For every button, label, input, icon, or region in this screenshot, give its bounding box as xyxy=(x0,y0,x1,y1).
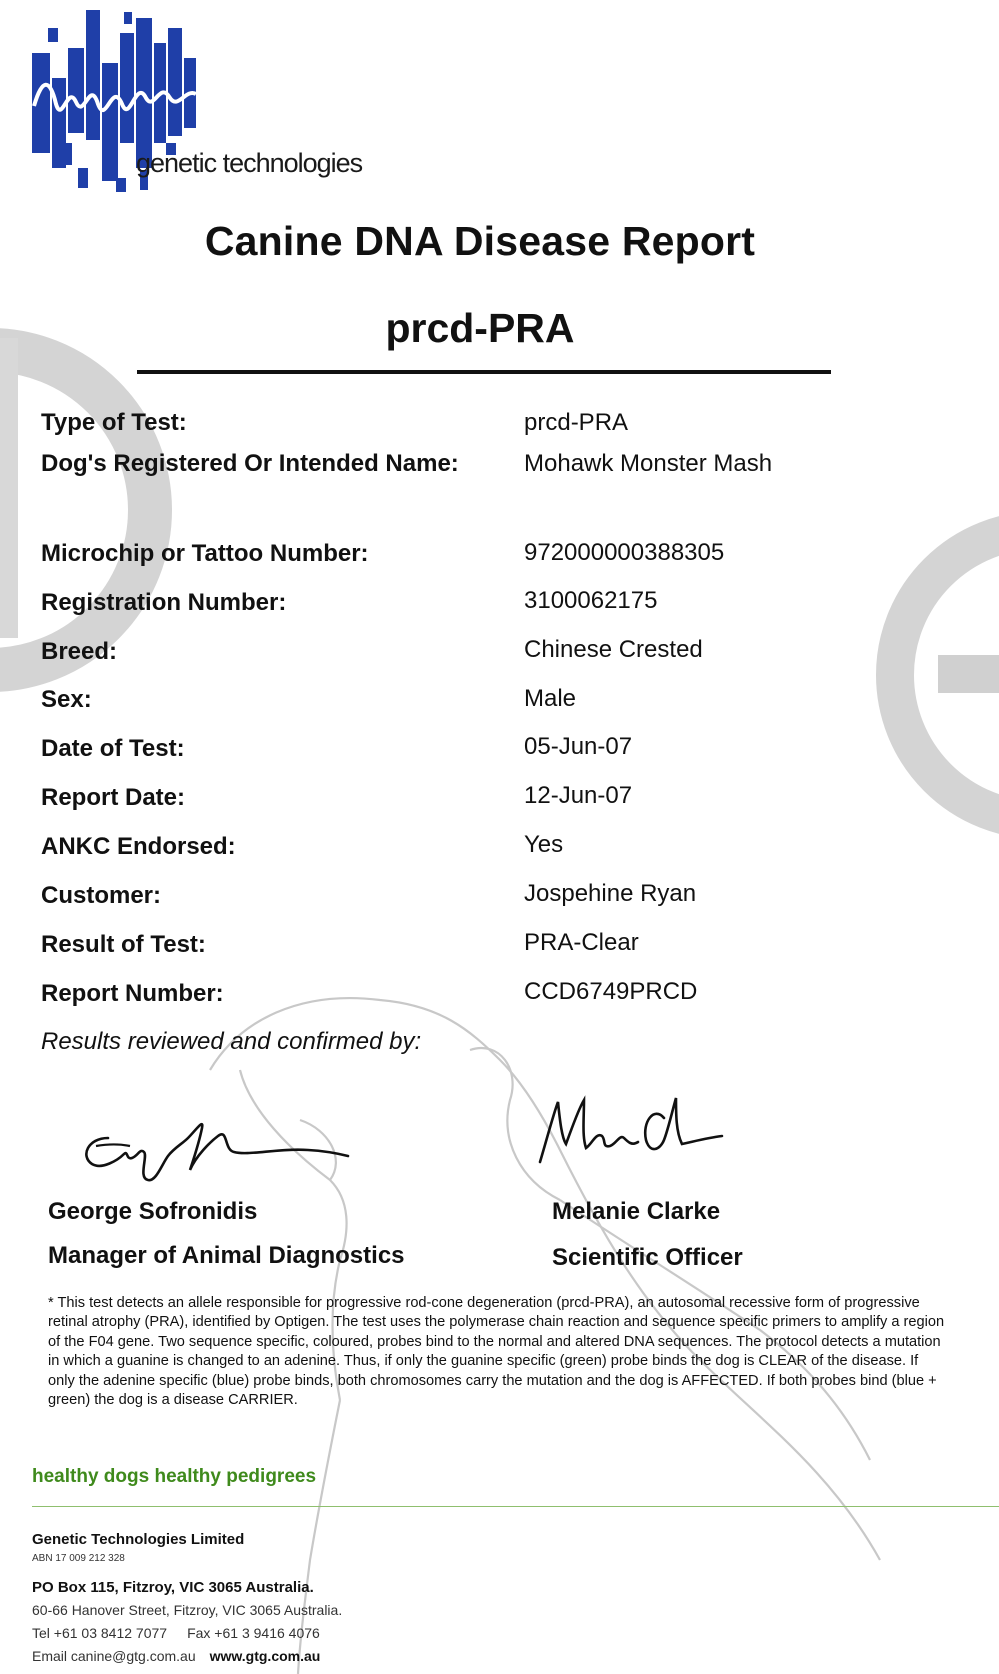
report-subtitle: prcd-PRA xyxy=(385,305,575,351)
customer-value: Jospehine Ryan xyxy=(524,880,697,907)
type-of-test-label: Type of Test: xyxy=(41,409,187,436)
ankc-endorsed-label: ANKC Endorsed: xyxy=(41,833,236,860)
signer-2-name: Melanie Clarke xyxy=(552,1198,721,1225)
report-number-value: CCD6749PRCD xyxy=(524,978,698,1005)
date-of-test-label: Date of Test: xyxy=(41,735,185,762)
sex-label: Sex: xyxy=(41,686,92,713)
company-fax: Fax +61 3 9416 4076 xyxy=(187,1625,320,1641)
signer-1-name: George Sofronidis xyxy=(48,1198,258,1225)
registration-number-label: Registration Number: xyxy=(41,589,287,616)
company-tel: Tel +61 03 8412 7077 xyxy=(32,1625,168,1641)
signer-1-title: Manager of Animal Diagnostics xyxy=(48,1242,405,1269)
reviewed-by-label: Results reviewed and confirmed by: xyxy=(41,1028,422,1055)
company-phone-line xyxy=(32,1625,320,1641)
signature-george xyxy=(78,1108,358,1188)
microchip-value: 972000000388305 xyxy=(524,539,725,566)
report-date-label: Report Date: xyxy=(41,784,186,811)
signature-melanie xyxy=(536,1092,726,1172)
company-email[interactable]: Email canine@gtg.com.au xyxy=(32,1648,196,1664)
tagline: healthy dogs healthy pedigrees xyxy=(32,1466,317,1487)
result-of-test-value: PRA-Clear xyxy=(524,929,639,956)
company-abn: ABN 17 009 212 328 xyxy=(32,1553,125,1564)
title-divider xyxy=(137,370,831,374)
test-footnote: * This test detects an allele responsible for progressive rod-cone degeneration (prcd-PRA), an autosomal recessive form of progressive retinal atrophy (PRA), identified by Optigen. The test uses the polymerase chain reaction and sequence specific primers to amplify a region of the F04 gene. Two sequence specific, coloured, probes bind to the normal and altered DNA sequences. The protocol detects a mutation in which a guanine is changed to an adenine. Thus, if only the guanine specific (green) probe binds the dog is CLEAR of the disease. If only the adenine specific (blue) probe binds, both chromosomes carry the mutation and the dog is AFFECTED. If both probes bind (blue + green) the dog is a disease CARRIER. xyxy=(48,1295,945,1409)
company-street: 60-66 Hanover Street, Fitzroy, VIC 3065 Australia. xyxy=(32,1602,343,1618)
microchip-label: Microchip or Tattoo Number: xyxy=(41,540,369,567)
registration-number-value: 3100062175 xyxy=(524,587,658,614)
result-of-test-label: Result of Test: xyxy=(41,931,206,958)
report-date-value: 12-Jun-07 xyxy=(524,782,633,809)
dog-name-label: Dog's Registered Or Intended Name: xyxy=(41,450,459,477)
company-po-box: PO Box 115, Fitzroy, VIC 3065 Australia. xyxy=(32,1579,314,1596)
type-of-test-value: prcd-PRA xyxy=(524,409,629,436)
company-website[interactable]: www.gtg.com.au xyxy=(209,1648,321,1664)
breed-value: Chinese Crested xyxy=(524,636,703,663)
ankc-endorsed-value: Yes xyxy=(524,831,564,858)
report-number-label: Report Number: xyxy=(41,980,224,1007)
footer-divider xyxy=(32,1506,999,1507)
date-of-test-value: 05-Jun-07 xyxy=(524,733,633,760)
customer-label: Customer: xyxy=(41,882,162,909)
company-contact-line xyxy=(32,1648,320,1664)
signer-2-title: Scientific Officer xyxy=(552,1244,743,1271)
report-title: Canine DNA Disease Report xyxy=(204,218,756,264)
breed-label: Breed: xyxy=(41,638,118,665)
company-name: Genetic Technologies Limited xyxy=(32,1531,245,1548)
brand-name: genetic technologies xyxy=(136,148,363,178)
sex-value: Male xyxy=(524,685,577,712)
dog-name-value: Mohawk Monster Mash xyxy=(524,450,773,477)
